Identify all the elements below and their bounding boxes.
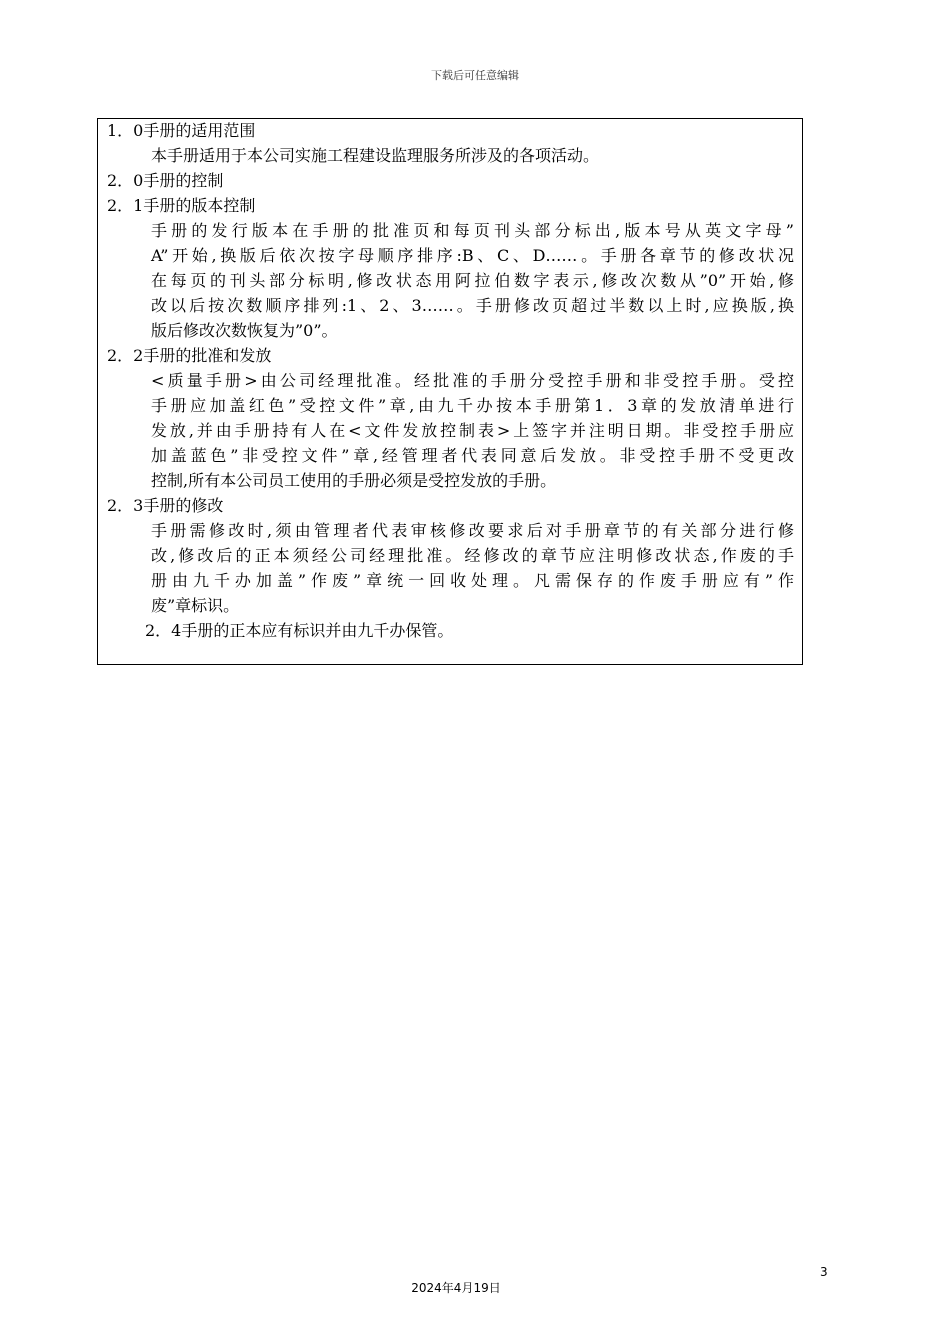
section-heading-1-0: 1．0手册的适用范围 — [107, 121, 256, 140]
paragraph-line: 控制,所有本公司员工使用的手册必须是受控发放的手册。 — [151, 471, 557, 490]
paragraph-line: 发放,并由手册持有人在<文件发放控制表>上签字并注明日期。非受控手册应 — [151, 421, 794, 440]
footer-date: 2024年4月19日 — [411, 1281, 501, 1295]
paragraph-line: 册由九千办加盖”作废”章统一回收处理。凡需保存的作废手册应有”作 — [151, 571, 794, 590]
paragraph-line: 手册应加盖红色”受控文件”章,由九千办按本手册第1．3章的发放清单进行 — [151, 396, 794, 415]
page-number: 3 — [820, 1265, 828, 1279]
content-box — [97, 118, 803, 665]
paragraph-line: 改以后按次数顺序排列:1、2、3……。手册修改页超过半数以上时,应换版,换 — [151, 296, 794, 315]
section-heading-2-1: 2．1手册的版本控制 — [107, 196, 256, 215]
paragraph-line: 版后修改次数恢复为”0”。 — [151, 321, 338, 340]
section-heading-2-0: 2．0手册的控制 — [107, 171, 224, 190]
paragraph-line: 在每页的刊头部分标明,修改状态用阿拉伯数字表示,修改次数从”0”开始,修 — [151, 271, 794, 290]
paragraph-line: 手册的发行版本在手册的批准页和每页刊头部分标出,版本号从英文字母” — [151, 221, 794, 240]
section-heading-2-3: 2．3手册的修改 — [107, 496, 224, 515]
paragraph-line: 手册需修改时,须由管理者代表审核修改要求后对手册章节的有关部分进行修 — [151, 521, 794, 540]
paragraph-line: 废”章标识。 — [151, 596, 240, 615]
section-item-2-4: 2．4手册的正本应有标识并由九千办保管。 — [145, 621, 454, 640]
paragraph-line: 本手册适用于本公司实施工程建设监理服务所涉及的各项活动。 — [151, 146, 600, 165]
paragraph-line: 改,修改后的正本须经公司经理批准。经修改的章节应注明修改状态,作废的手 — [151, 546, 794, 565]
paragraph-line: 加盖蓝色”非受控文件”章,经管理者代表同意后发放。非受控手册不受更改 — [151, 446, 794, 465]
paragraph-line: <质量手册>由公司经理批准。经批准的手册分受控手册和非受控手册。受控 — [151, 371, 794, 390]
section-heading-2-2: 2．2手册的批准和发放 — [107, 346, 272, 365]
header-note: 下载后可任意编辑 — [431, 69, 519, 82]
paragraph-line: A”开始,换版后依次按字母顺序排序:B、C、D……。手册各章节的修改状况 — [151, 246, 794, 265]
